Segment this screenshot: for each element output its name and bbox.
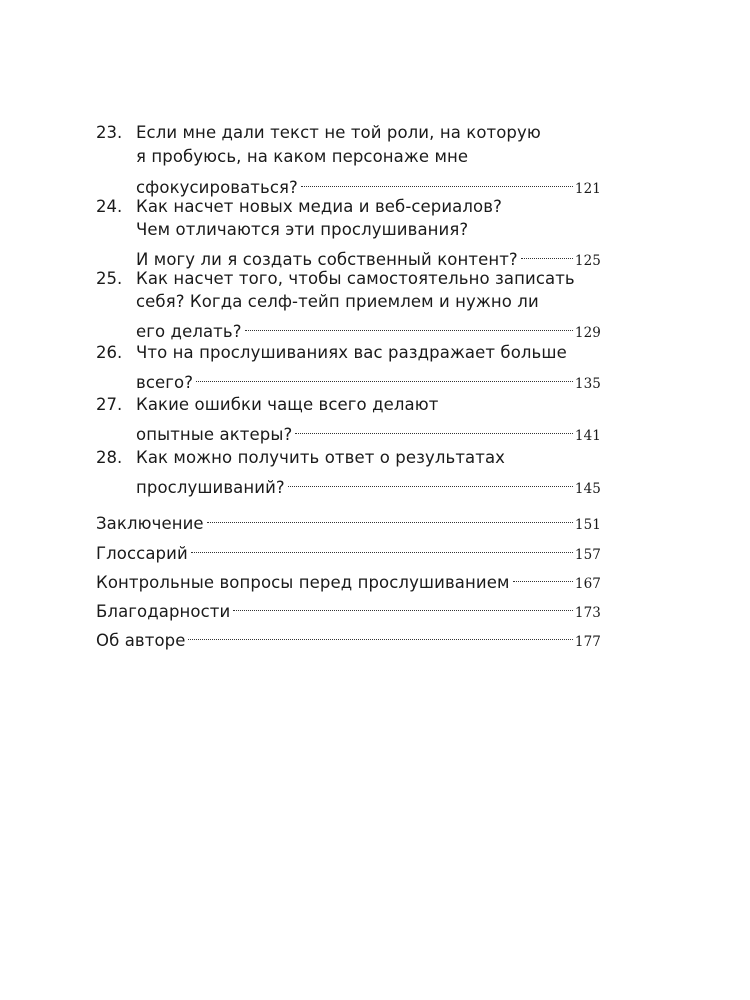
page-number: 125 [574,253,601,269]
page-number: 173 [574,605,601,621]
entry-title-line: И могу ли я создать собственный контент? [136,250,518,269]
toc-entry-conclusion[interactable] [96,505,601,537]
entry-last-line [136,416,601,448]
entry-title-line: всего? [136,373,194,392]
entry-last-line [136,469,601,501]
entry-title-line: его делать? [136,322,242,341]
entry-title-line: Как насчет того, чтобы самостоятельно записать [136,269,575,288]
page-number: 145 [574,481,601,497]
entry-title-line: Как можно получить ответ о результатах [136,448,506,467]
dot-leader [245,313,573,337]
entry-title-line: сфокусироваться? [136,178,298,197]
dot-leader [233,593,573,617]
entry-title: Заключение [96,514,204,533]
page-number: 141 [574,428,601,444]
page-number: 151 [574,517,601,533]
toc-entry-checklist[interactable] [96,564,601,596]
entry-last-line [136,364,601,396]
entry-title-line: себя? Когда селф-тейп приемлем и нужно ли [136,292,539,311]
entry-title-line: Какие ошибки чаще всего делают [136,395,439,414]
entry-title: Благодарности [96,602,231,621]
dot-leader [188,622,572,646]
toc-entry-acknowledgements[interactable] [96,593,601,625]
dot-leader [301,169,573,193]
entry-number: 23. [96,123,123,142]
entry-title-line: Что на прослушиваниях вас раздражает больше [136,343,567,362]
toc-entry-glossary[interactable] [96,535,601,567]
entry-title-line: опытные актеры? [136,425,293,444]
entry-title-line: Если мне дали текст не той роли, на которую [136,123,541,142]
entry-number: 26. [96,343,123,362]
dot-leader [295,416,573,440]
entry-title: Глоссарий [96,544,188,563]
entry-number: 28. [96,448,123,467]
entry-title-line: я пробуюсь, на каком персонаже мне [136,147,469,166]
entry-number: 25. [96,269,123,288]
page-number: 129 [574,325,601,341]
page-number: 177 [574,634,601,650]
page-number: 167 [574,576,601,592]
entry-title-line: прослушиваний? [136,478,285,497]
toc-entry-about-author[interactable] [96,622,601,654]
dot-leader [191,535,573,559]
entry-number: 24. [96,197,123,216]
dot-leader [521,241,573,265]
entry-title-line: Чем отличаются эти прослушивания? [136,220,469,239]
dot-leader [196,364,573,388]
page-number: 157 [574,547,601,563]
page-number: 121 [574,181,601,197]
entry-number: 27. [96,395,123,414]
entry-title-line: Как насчет новых медиа и веб-сериалов? [136,197,502,216]
dot-leader [288,469,573,493]
entry-title: Контрольные вопросы перед прослушиванием [96,573,510,592]
page-number: 135 [574,376,601,392]
dot-leader [513,564,573,588]
dot-leader [207,505,573,529]
entry-title: Об авторе [96,631,186,650]
